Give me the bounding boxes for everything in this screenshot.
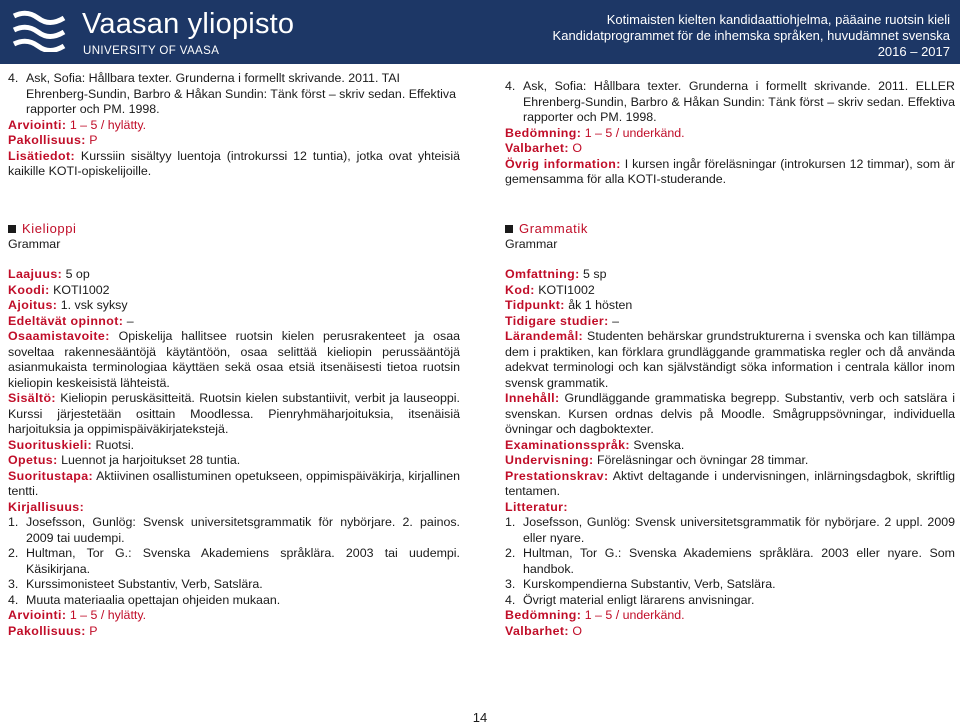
- field-label: Suoritustapa:: [8, 468, 94, 483]
- field-value: 1. vsk syksy: [57, 298, 128, 312]
- field-label: Innehåll:: [505, 391, 560, 405]
- field-label: Valbarhet:: [505, 141, 569, 155]
- field-label: Arviointi:: [8, 117, 67, 132]
- field-value: I kursen ingår föreläsningar (introkursen 12 timmar), som är gemensamma för alla KOTI-studerande.: [505, 156, 955, 186]
- field-value: Aktivt deltagande i undervisningen, inlärningsdagbok, skriftlig tentamen.: [505, 468, 955, 498]
- literature-item: 4. Ask, Sofia: Hållbara texter. Grunderna i formellt skrivande. 2011. TAI Ehrenberg-Sundin, Barbro & Håkan Sundin: Tänk först – skriv sedan. Effektiva rapporter och PM. 1998.: [8, 71, 457, 116]
- logo-name: Vaasan yliopisto: [82, 8, 295, 40]
- program-name-fi: Kotimaisten kielten kandidaattiohjelma, pääaine ruotsin kieli: [606, 12, 950, 27]
- literature-item: 4. Ask, Sofia: Hållbara texter. Grunderna i formellt skrivande. 2011. ELLER Ehrenberg-Sundin, Barbro & Håkan Sundin: Tänk först – skriv sedan. Effektiva rapporter och PM. 1998.: [505, 79, 955, 124]
- square-bullet-icon: [505, 225, 513, 233]
- logo-subtitle: UNIVERSITY OF VAASA: [83, 45, 220, 57]
- field-value: Opiskelija hallitsee ruotsin kielen perusrakenteet ja osaa soveltaa rakennesääntöjä käytäntöön, osaa selittää kieliopin perussääntöjä asianmukaista terminologiaa käyttäen sekä osaa etsiä itsenäisesti tietoa ruotsin kieliopin keskeisistä lähteistä.: [8, 329, 460, 390]
- right-top-block: [505, 79, 955, 188]
- field-value: KOTI1002: [49, 282, 110, 297]
- left-top-block: [8, 71, 460, 180]
- field-label: Bedömning:: [505, 125, 582, 140]
- literature-item: 1. Josefsson, Gunlög: Svensk universitetsgrammatik för nybörjare. 2 uppl. 2009 eller nyare.: [505, 515, 955, 545]
- field-label: Sisältö:: [8, 391, 56, 405]
- field-label: Tidpunkt:: [505, 298, 565, 312]
- literature-item: 2. Hultman, Tor G.: Svenska Akademiens språklära. 2003 eller nyare. Som handbok.: [505, 546, 955, 576]
- field-value: Föreläsningar och övningar 28 timmar.: [593, 453, 809, 467]
- literature-item: 3. Kurssimonisteet Substantiv, Verb, Satslära.: [8, 577, 263, 591]
- field-label: Pakollisuus:: [8, 133, 86, 147]
- field-label: Pakollisuus:: [8, 623, 86, 638]
- field-label: Valbarhet:: [505, 623, 569, 638]
- field-value: O: [568, 623, 583, 638]
- field-label: Arviointi:: [8, 608, 67, 622]
- field-value: –: [123, 313, 134, 328]
- course-subtitle: Grammar: [505, 236, 558, 251]
- field-label: Tidigare studier:: [505, 313, 609, 328]
- field-label: Lisätiedot:: [8, 148, 76, 163]
- field-value: 1 – 5 / underkänd.: [581, 608, 685, 622]
- field-value: 5 sp: [579, 267, 607, 281]
- square-bullet-icon: [8, 225, 16, 233]
- header-program-info: [553, 12, 950, 60]
- field-label: Bedömning:: [505, 608, 582, 622]
- field-label: Suorituskieli:: [8, 437, 93, 452]
- literature-item: 3. Kurskompendierna Substantiv, Verb, Satslära.: [505, 577, 776, 591]
- field-value: Grundläggande grammatiska begrepp. Substantiv, verb och satslära i svenskan. Kursen ordnas delvis på Moodle. Smågruppsövningar, individuella övningar och dagboktexter.: [505, 391, 955, 436]
- page-header: [0, 0, 960, 64]
- left-course-block: [8, 221, 460, 639]
- field-label: Övrig information:: [505, 156, 621, 171]
- field-label: Ajoitus:: [8, 298, 58, 312]
- field-label: Examinationsspråk:: [505, 437, 630, 452]
- course-title: Kielioppi: [8, 221, 460, 237]
- field-value: Aktiivinen osallistuminen opetukseen, oppimispäiväkirja, kirjallinen tentti.: [8, 468, 460, 498]
- field-value: Svenska.: [629, 437, 685, 452]
- course-title: Grammatik: [505, 221, 955, 237]
- field-label: Kod:: [505, 282, 535, 297]
- field-value: Ruotsi.: [92, 437, 135, 452]
- field-value: KOTI1002: [534, 282, 595, 297]
- literature-item: 4. Muuta materiaalia opettajan ohjeiden mukaan.: [8, 592, 281, 607]
- page-number: 14: [472, 710, 488, 725]
- field-label: Laajuus:: [8, 267, 63, 281]
- field-label: Kirjallisuus:: [8, 499, 85, 514]
- field-value: Kieliopin peruskäsitteitä. Ruotsin kielen substantiivit, verbit ja lauseoppi. Kurssi järjestetään osittain Moodlessa. Pienryhmäharjoituksia, itsenäisiä harjoituksia ja oppimispäiväkirjatekstejä.: [8, 391, 460, 436]
- field-value: Studenten behärskar grundstrukturerna i svenska och kan tillämpa dem i praktiken, kan förklara grundläggande grammatiska regler och då använda adekvat terminologi och kan självständigt söka information i centrala källor inom svensk grammatik.: [505, 329, 955, 390]
- field-value: Luennot ja harjoitukset 28 tuntia.: [57, 453, 241, 467]
- field-label: Lärandemål:: [505, 329, 584, 343]
- academic-year: 2016 – 2017: [877, 44, 950, 59]
- literature-item: 1. Josefsson, Gunlög: Svensk universitetsgrammatik för nybörjare. 2. painos. 2009 tai uudempi.: [8, 515, 460, 545]
- university-logo: [12, 8, 342, 58]
- field-label: Undervisning:: [505, 453, 594, 467]
- field-label: Edeltävät opinnot:: [8, 313, 124, 328]
- field-value: 5 op: [62, 267, 90, 281]
- literature-item: 4. Övrigt material enligt lärarens anvisningar.: [505, 592, 755, 607]
- field-label: Litteratur:: [505, 499, 568, 514]
- field-label: Omfattning:: [505, 267, 580, 281]
- course-subtitle: Grammar: [8, 236, 61, 251]
- literature-item: 2. Hultman, Tor G.: Svenska Akademiens språklära. 2003 tai uudempi. Käsikirjana.: [8, 546, 460, 576]
- field-label: Osaamistavoite:: [8, 329, 110, 343]
- field-value: P: [85, 133, 98, 147]
- field-value: –: [608, 313, 619, 328]
- field-value: P: [85, 623, 98, 638]
- right-course-block: [505, 221, 955, 639]
- field-value: åk 1 hösten: [564, 298, 633, 312]
- field-value: 1 – 5 / hylätty.: [66, 608, 147, 622]
- program-name-sv: Kandidatprogrammet för de inhemska språken, huvudämnet svenska: [552, 28, 950, 43]
- field-label: Prestationskrav:: [505, 468, 609, 483]
- field-value: O: [568, 141, 583, 155]
- field-value: 1 – 5 / hylätty.: [66, 117, 147, 132]
- field-value: Kurssiin sisältyy luentoja (introkurssi 12 tuntia), jotka ovat yhteisiä kaikille KOTI-opiskelijoille.: [8, 148, 460, 178]
- field-value: 1 – 5 / underkänd.: [581, 125, 685, 140]
- field-label: Koodi:: [8, 282, 50, 297]
- field-label: Opetus:: [8, 453, 58, 467]
- logo-wave-icon: [12, 10, 66, 52]
